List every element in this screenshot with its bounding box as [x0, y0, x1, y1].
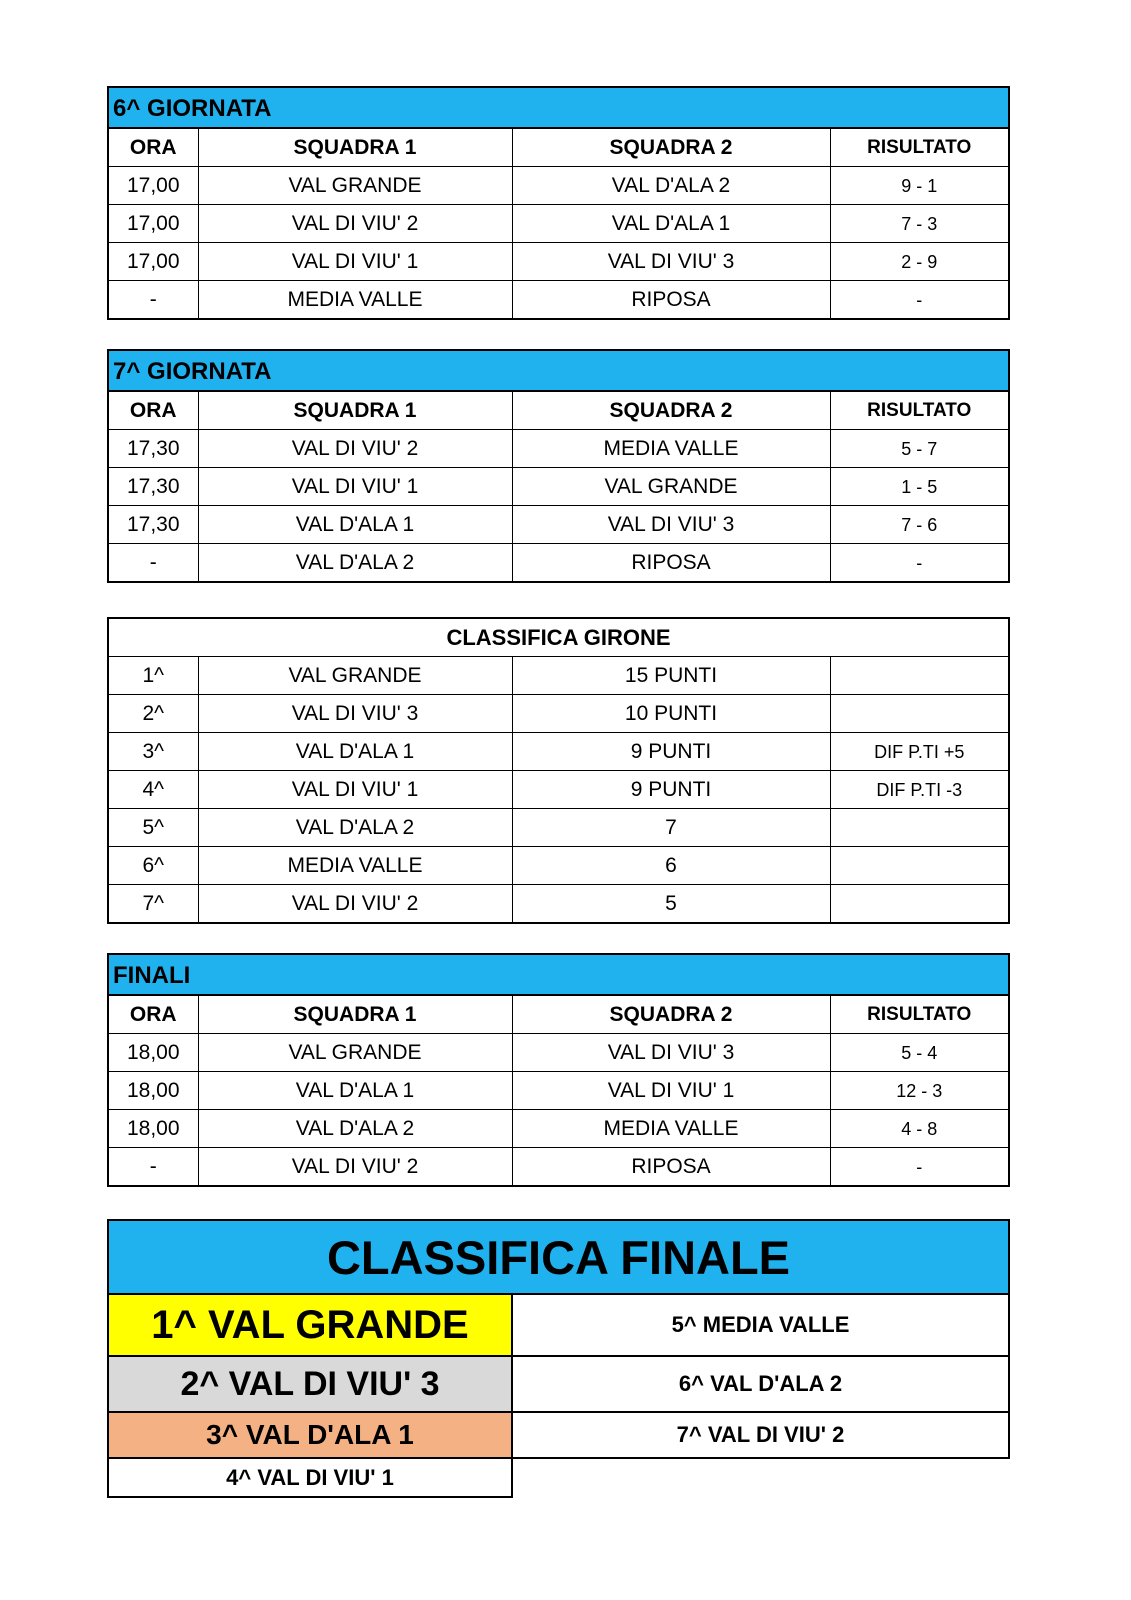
final-rank-2: 2^ VAL DI VIU' 3 — [107, 1357, 513, 1413]
rank-note — [830, 809, 1008, 847]
rank-position: 4^ — [109, 771, 198, 809]
match-result: 1 - 5 — [830, 468, 1008, 506]
header-risultato: RISULTATO — [830, 392, 1008, 430]
team-1: VAL D'ALA 2 — [198, 544, 512, 582]
table-row — [109, 695, 1008, 733]
table-row — [109, 205, 1008, 243]
match-result: - — [830, 281, 1008, 319]
match-time: - — [109, 281, 198, 319]
rank-points: 7 — [512, 809, 830, 847]
header-squadra1: SQUADRA 1 — [198, 392, 512, 430]
rank-points: 5 — [512, 885, 830, 923]
rank-team: VAL D'ALA 1 — [198, 733, 512, 771]
match-time: 18,00 — [109, 1034, 198, 1072]
rank-points: 15 PUNTI — [512, 657, 830, 695]
classifica-finale-title: CLASSIFICA FINALE — [107, 1219, 1010, 1295]
table-header-row — [109, 392, 1008, 430]
team-2: RIPOSA — [512, 281, 830, 319]
rank-note — [830, 885, 1008, 923]
final-rank-3: 3^ VAL D'ALA 1 — [107, 1413, 513, 1459]
rank-position: 6^ — [109, 847, 198, 885]
finali-table — [107, 953, 1010, 1187]
team-1: VAL DI VIU' 2 — [198, 205, 512, 243]
team-2: VAL D'ALA 2 — [512, 167, 830, 205]
team-2: VAL DI VIU' 1 — [512, 1072, 830, 1110]
rank-points: 9 PUNTI — [512, 771, 830, 809]
match-time: 17,30 — [109, 506, 198, 544]
match-result: 7 - 3 — [830, 205, 1008, 243]
team-2: MEDIA VALLE — [512, 430, 830, 468]
match-result: 5 - 7 — [830, 430, 1008, 468]
team-1: VAL D'ALA 1 — [198, 1072, 512, 1110]
rank-position: 3^ — [109, 733, 198, 771]
table-row — [109, 1072, 1008, 1110]
team-1: MEDIA VALLE — [198, 281, 512, 319]
giornata7-table — [107, 349, 1010, 583]
match-time: 17,00 — [109, 167, 198, 205]
final-rank-6: 6^ VAL D'ALA 2 — [511, 1357, 1010, 1413]
table-row — [109, 771, 1008, 809]
team-1: VAL GRANDE — [198, 1034, 512, 1072]
match-result: 4 - 8 — [830, 1110, 1008, 1148]
match-result: 12 - 3 — [830, 1072, 1008, 1110]
team-1: VAL D'ALA 1 — [198, 506, 512, 544]
table-row — [109, 506, 1008, 544]
rank-position: 2^ — [109, 695, 198, 733]
header-squadra2: SQUADRA 2 — [512, 129, 830, 167]
match-time: - — [109, 544, 198, 582]
rank-team: MEDIA VALLE — [198, 847, 512, 885]
rank-points: 10 PUNTI — [512, 695, 830, 733]
table-row — [109, 809, 1008, 847]
giornata7-title: 7^ GIORNATA — [109, 351, 1008, 392]
rank-team: VAL GRANDE — [198, 657, 512, 695]
table-row — [109, 243, 1008, 281]
table-row — [109, 544, 1008, 582]
match-time: 17,00 — [109, 205, 198, 243]
rank-note: DIF P.TI -3 — [830, 771, 1008, 809]
table-row — [109, 847, 1008, 885]
match-time: - — [109, 1148, 198, 1186]
rank-note: DIF P.TI +5 — [830, 733, 1008, 771]
rank-team: VAL DI VIU' 1 — [198, 771, 512, 809]
table-row — [109, 167, 1008, 205]
team-2: VAL DI VIU' 3 — [512, 506, 830, 544]
rank-position: 5^ — [109, 809, 198, 847]
final-rank-1: 1^ VAL GRANDE — [107, 1295, 513, 1357]
rank-points: 9 PUNTI — [512, 733, 830, 771]
rank-team: VAL D'ALA 2 — [198, 809, 512, 847]
table-row — [109, 657, 1008, 695]
giornata6-title: 6^ GIORNATA — [109, 88, 1008, 129]
header-squadra1: SQUADRA 1 — [198, 129, 512, 167]
rank-team: VAL DI VIU' 3 — [198, 695, 512, 733]
final-rank-7: 7^ VAL DI VIU' 2 — [511, 1413, 1010, 1459]
classifica-finale — [107, 1219, 1010, 1490]
match-result: - — [830, 1148, 1008, 1186]
match-result: 9 - 1 — [830, 167, 1008, 205]
table-row — [109, 885, 1008, 923]
rank-note — [830, 847, 1008, 885]
table-row — [109, 468, 1008, 506]
classifica-girone-table — [107, 617, 1010, 924]
team-2: VAL DI VIU' 3 — [512, 243, 830, 281]
team-1: VAL D'ALA 2 — [198, 1110, 512, 1148]
table-row — [109, 281, 1008, 319]
team-2: RIPOSA — [512, 1148, 830, 1186]
rank-points: 6 — [512, 847, 830, 885]
match-time: 17,30 — [109, 468, 198, 506]
team-1: VAL GRANDE — [198, 167, 512, 205]
team-1: VAL DI VIU' 2 — [198, 430, 512, 468]
rank-note — [830, 695, 1008, 733]
match-time: 17,00 — [109, 243, 198, 281]
team-2: MEDIA VALLE — [512, 1110, 830, 1148]
classifica-girone-title: CLASSIFICA GIRONE — [109, 619, 1008, 657]
match-time: 18,00 — [109, 1072, 198, 1110]
header-ora: ORA — [109, 129, 198, 167]
table-header-row — [109, 996, 1008, 1034]
match-time: 18,00 — [109, 1110, 198, 1148]
header-squadra2: SQUADRA 2 — [512, 996, 830, 1034]
team-2: VAL DI VIU' 3 — [512, 1034, 830, 1072]
table-row — [109, 1110, 1008, 1148]
header-risultato: RISULTATO — [830, 129, 1008, 167]
final-rank-5: 5^ MEDIA VALLE — [511, 1295, 1010, 1357]
match-result: 2 - 9 — [830, 243, 1008, 281]
match-result: 7 - 6 — [830, 506, 1008, 544]
finali-title: FINALI — [109, 955, 1008, 996]
team-2: VAL D'ALA 1 — [512, 205, 830, 243]
header-ora: ORA — [109, 392, 198, 430]
match-time: 17,30 — [109, 430, 198, 468]
rank-position: 7^ — [109, 885, 198, 923]
classifica-girone-header — [109, 619, 1008, 657]
match-result: 5 - 4 — [830, 1034, 1008, 1072]
table-row — [109, 1034, 1008, 1072]
header-squadra1: SQUADRA 1 — [198, 996, 512, 1034]
team-1: VAL DI VIU' 1 — [198, 468, 512, 506]
final-rank-4: 4^ VAL DI VIU' 1 — [107, 1459, 513, 1498]
giornata6-table — [107, 86, 1010, 320]
team-1: VAL DI VIU' 1 — [198, 243, 512, 281]
header-ora: ORA — [109, 996, 198, 1034]
rank-team: VAL DI VIU' 2 — [198, 885, 512, 923]
table-row — [109, 733, 1008, 771]
header-risultato: RISULTATO — [830, 996, 1008, 1034]
rank-position: 1^ — [109, 657, 198, 695]
table-row — [109, 1148, 1008, 1186]
team-2: RIPOSA — [512, 544, 830, 582]
match-result: - — [830, 544, 1008, 582]
rank-note — [830, 657, 1008, 695]
table-row — [109, 430, 1008, 468]
team-1: VAL DI VIU' 2 — [198, 1148, 512, 1186]
header-squadra2: SQUADRA 2 — [512, 392, 830, 430]
table-header-row — [109, 129, 1008, 167]
team-2: VAL GRANDE — [512, 468, 830, 506]
